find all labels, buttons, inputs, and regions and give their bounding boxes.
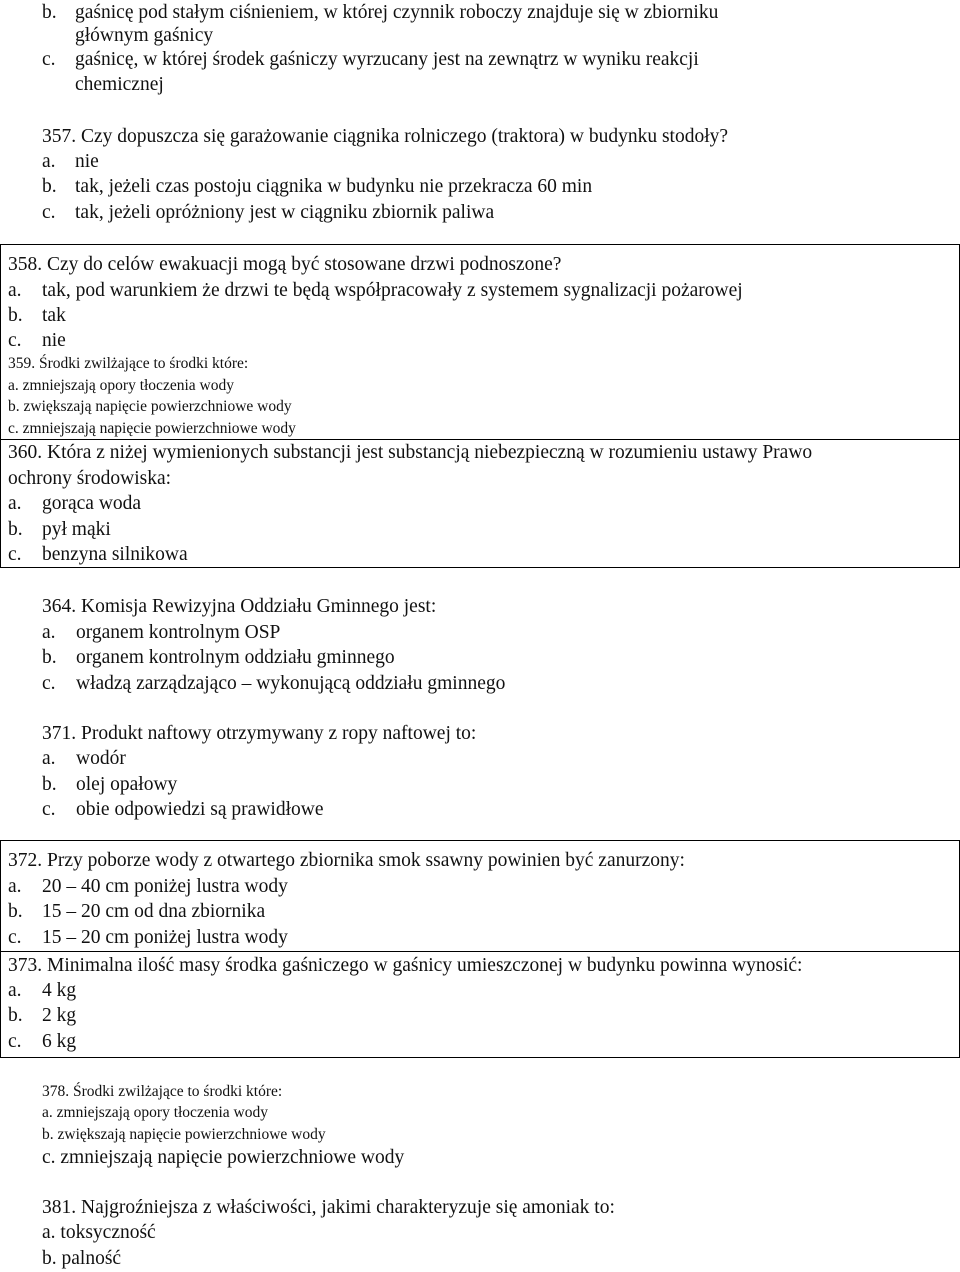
answer-b: b. palność (42, 1248, 122, 1269)
answer-text: 6 kg (42, 1031, 77, 1052)
answer-text: tak, jeżeli opróżniony jest w ciągniku zbiornik paliwa (75, 202, 495, 223)
answer-text: 15 – 20 cm poniżej lustra wody (42, 927, 288, 948)
answer-letter: b. (8, 1005, 23, 1026)
answer-letter: b. (42, 176, 57, 197)
answer-text: tak (42, 305, 66, 326)
answer-a: a. zmniejszają opory tłoczenia wody (42, 1104, 268, 1121)
question-title: 364. Komisja Rewizyjna Oddziału Gminnego jest: (42, 596, 437, 617)
answer-letter: a. (42, 748, 56, 769)
answer-text: pył mąki (42, 519, 111, 540)
answer-text: 15 – 20 cm od dna zbiornika (42, 901, 266, 922)
answer-letter: a. (42, 151, 56, 172)
answer-letter: b. (42, 2, 57, 23)
answer-letter: c. (42, 673, 56, 694)
answer-letter: b. (8, 901, 23, 922)
answer-text: 2 kg (42, 1005, 77, 1026)
answer-letter: b. (8, 305, 23, 326)
answer-b: b. zwiększają napięcie powierzchniowe wody (8, 398, 292, 415)
question-title: 357. Czy dopuszcza się garażowanie ciągnika rolniczego (traktora) w budynku stodoły? (42, 126, 729, 147)
question-title: 371. Produkt naftowy otrzymywany z ropy naftowej to: (42, 723, 477, 744)
answer-letter: c. (42, 202, 56, 223)
answer-letter: b. (42, 774, 57, 795)
question-title: 378. Środki zwilżające to środki które: (42, 1083, 283, 1100)
answer-c-cont: chemicznej (75, 74, 164, 95)
answer-letter: b. (8, 519, 23, 540)
answer-c: c. zmniejszają napięcie powierzchniowe wody (8, 420, 296, 437)
answer-text: benzyna silnikowa (42, 544, 188, 565)
question-box-372-373 (0, 840, 960, 1058)
answer-letter: c. (42, 49, 56, 70)
answer-letter: a. (8, 493, 22, 514)
question-title: 372. Przy poborze wody z otwartego zbiornika smok ssawny powinien być zanurzony: (8, 850, 685, 871)
answer-text: obie odpowiedzi są prawidłowe (76, 799, 324, 820)
divider (0, 439, 960, 440)
answer-text: gorąca woda (42, 493, 142, 514)
answer-text: olej opałowy (76, 774, 178, 795)
answer-letter: c. (8, 1031, 22, 1052)
answer-letter: a. (8, 876, 22, 897)
answer-text: władzą zarządzająco – wykonującą oddziału gminnego (76, 673, 506, 694)
answer-letter: c. (8, 330, 22, 351)
answer-text: gaśnicę, w której środek gaśniczy wyrzucany jest na zewnątrz w wyniku reakcji (75, 49, 699, 70)
answer-letter: a. (8, 280, 22, 301)
question-title-cont: ochrony środowiska: (8, 468, 172, 489)
answer-b-cont: głównym gaśnicy (75, 25, 214, 46)
answer-a: a. toksyczność (42, 1222, 156, 1243)
answer-letter: c. (42, 799, 56, 820)
answer-letter: b. (42, 647, 57, 668)
answer-a: a. zmniejszają opory tłoczenia wody (8, 377, 234, 394)
answer-text: tak, pod warunkiem że drzwi te będą współpracowały z systemem sygnalizacji pożarowej (42, 280, 743, 301)
answer-text: wodór (76, 748, 126, 769)
answer-c: c. zmniejszają napięcie powierzchniowe wody (42, 1147, 405, 1168)
answer-text: nie (42, 330, 66, 351)
answer-text: organem kontrolnym oddziału gminnego (76, 647, 395, 668)
answer-text: nie (75, 151, 99, 172)
answer-letter: c. (8, 544, 22, 565)
answer-text: 4 kg (42, 980, 77, 1001)
divider (0, 951, 960, 952)
question-title: 360. Która z niżej wymienionych substancji jest substancją niebezpieczną w rozumieniu ustawy Prawo (8, 442, 813, 463)
answer-letter: c. (8, 927, 22, 948)
answer-text: tak, jeżeli czas postoju ciągnika w budynku nie przekracza 60 min (75, 176, 593, 197)
question-title: 381. Najgroźniejsza z właściwości, jakimi charakteryzuje się amoniak to: (42, 1197, 615, 1218)
question-title: 373. Minimalna ilość masy środka gaśniczego w gaśnicy umieszczonej w budynku powinna wynosić: (8, 955, 803, 976)
answer-text: 20 – 40 cm poniżej lustra wody (42, 876, 288, 897)
answer-text: gaśnicę pod stałym ciśnieniem, w której czynnik roboczy znajduje się w zbiorniku (75, 2, 719, 23)
answer-text: organem kontrolnym OSP (76, 622, 281, 643)
answer-b: b. zwiększają napięcie powierzchniowe wody (42, 1126, 326, 1143)
question-title: 358. Czy do celów ewakuacji mogą być stosowane drzwi podnoszone? (8, 254, 562, 275)
answer-letter: a. (42, 622, 56, 643)
answer-letter: a. (8, 980, 22, 1001)
question-title: 359. Środki zwilżające to środki które: (8, 355, 249, 372)
